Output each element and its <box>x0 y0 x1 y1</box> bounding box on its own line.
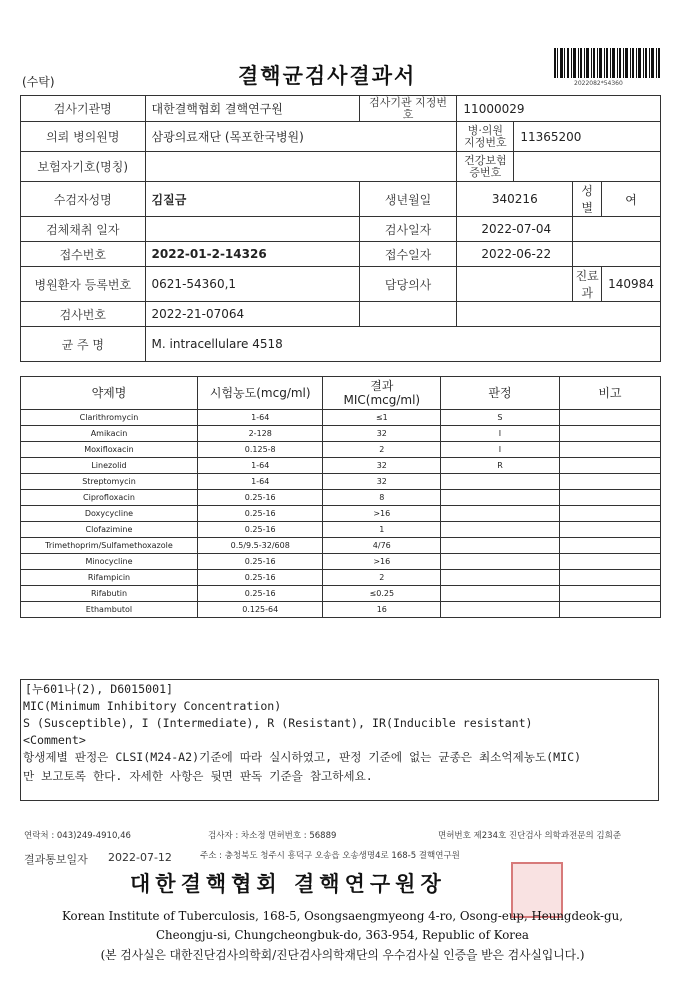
comment-code: [누601나(2), D6015001] <box>25 682 174 696</box>
table-row <box>21 522 661 538</box>
drug-susceptibility-table <box>20 376 661 618</box>
receipt-date-value: 2022-06-22 <box>457 242 573 267</box>
drug-name: Rifampicin <box>21 570 198 586</box>
test-concentration: 0.25-16 <box>197 586 323 602</box>
table-row <box>21 410 661 426</box>
judgement <box>441 522 560 538</box>
remarks <box>559 490 660 506</box>
mic-result: 32 <box>323 458 441 474</box>
address-kr: 주소 : 충청북도 청주시 흥덕구 오송읍 오송생명4로 168-5 결핵연구원 <box>200 851 460 861</box>
drug-name: Doxycycline <box>21 506 198 522</box>
remarks <box>559 522 660 538</box>
table-row <box>21 474 661 490</box>
table-row <box>21 442 661 458</box>
test-concentration: 1-64 <box>197 410 323 426</box>
birth-value: 340216 <box>457 182 573 217</box>
institute-name: 대한결핵협회 결핵연구원장 <box>130 872 446 896</box>
patient-value: 김질금 <box>145 182 359 217</box>
hosp-label: 의뢰 병의원명 <box>21 122 146 152</box>
header-judgement: 판정 <box>441 377 560 410</box>
drug-name: Ciprofloxacin <box>21 490 198 506</box>
collect-value <box>145 217 359 242</box>
address-en-2: Cheongju-si, Chungcheongbuk-do, 363-954, Republic of Korea <box>156 928 529 942</box>
document-title: 결핵균검사결과서 <box>238 64 417 88</box>
judgement <box>441 602 560 618</box>
drug-name: Clarithromycin <box>21 410 198 426</box>
birth-label: 생년월일 <box>359 182 457 217</box>
judgement <box>441 474 560 490</box>
mic-result: >16 <box>323 554 441 570</box>
test-concentration: 2-128 <box>197 426 323 442</box>
mic-result: 4/76 <box>323 538 441 554</box>
table-row <box>21 554 661 570</box>
empty-cell <box>457 302 661 327</box>
inst-value: 대한결핵협회 결핵연구원 <box>145 96 359 122</box>
judgement <box>441 538 560 554</box>
header-remarks: 비고 <box>559 377 660 410</box>
header-concentration: 시험농도(mcg/ml) <box>197 377 323 410</box>
test-concentration: 0.25-16 <box>197 490 323 506</box>
test-concentration: 0.125-8 <box>197 442 323 458</box>
reg-no-label: 병원환자 등록번호 <box>21 267 146 302</box>
mic-result: ≤0.25 <box>323 586 441 602</box>
judgement <box>441 586 560 602</box>
judgement <box>441 570 560 586</box>
table-row <box>21 602 661 618</box>
mic-result: 32 <box>323 426 441 442</box>
drug-name: Rifabutin <box>21 586 198 602</box>
drug-name: Ethambutol <box>21 602 198 618</box>
test-concentration: 0.25-16 <box>197 570 323 586</box>
drug-name: Linezolid <box>21 458 198 474</box>
doctor-label: 담당의사 <box>359 267 457 302</box>
comment-heading: <Comment> <box>23 733 86 747</box>
mic-result: 32 <box>323 474 441 490</box>
test-concentration: 0.25-16 <box>197 506 323 522</box>
sex-label: 성별 <box>573 182 602 217</box>
doctor-value <box>457 267 573 302</box>
test-concentration: 1-64 <box>197 474 323 490</box>
drug-name: Minocycline <box>21 554 198 570</box>
judgement: S <box>441 410 560 426</box>
reg-no-value: 0621-54360,1 <box>145 267 359 302</box>
patient-info-table <box>20 95 661 362</box>
judgement: I <box>441 442 560 458</box>
comment-text-2: 만 보고토록 한다. 자세한 사항은 뒷면 판독 기준을 참고하세요. <box>23 769 373 783</box>
remarks <box>559 410 660 426</box>
empty-cell <box>573 242 661 267</box>
examiner: 검사자 : 차소정 면허번호 : 56889 <box>208 831 337 841</box>
table-row <box>21 570 661 586</box>
patient-label: 수검자성명 <box>21 182 146 217</box>
header-drug: 약제명 <box>21 377 198 410</box>
remarks <box>559 538 660 554</box>
notify-label: 결과통보일자 <box>24 853 88 866</box>
test-date-value: 2022-07-04 <box>457 217 573 242</box>
remarks <box>559 506 660 522</box>
inst-label: 검사기관명 <box>21 96 146 122</box>
table-row <box>21 586 661 602</box>
table-row <box>21 506 661 522</box>
mic-result: 8 <box>323 490 441 506</box>
empty-cell <box>573 217 661 242</box>
remarks <box>559 474 660 490</box>
judgement <box>441 490 560 506</box>
mic-result: 16 <box>323 602 441 618</box>
remarks <box>559 570 660 586</box>
strain-value: M. intracellulare 4518 <box>145 327 660 362</box>
drug-name: Moxifloxacin <box>21 442 198 458</box>
judgement <box>441 554 560 570</box>
responsible-doctor: 면허번호 제234호 진단검사 의학과전문의 김희준 <box>438 831 622 841</box>
notify-date: 2022-07-12 <box>108 851 172 864</box>
comment-legend: S (Susceptible), I (Intermediate), R (Resistant), IR(Inducible resistant) <box>23 716 533 730</box>
remarks <box>559 426 660 442</box>
health-card-label: 건강보험 증번호 <box>457 152 514 182</box>
test-concentration: 0.25-16 <box>197 522 323 538</box>
comment-box <box>20 679 659 801</box>
mic-result: 2 <box>323 442 441 458</box>
test-date-label: 검사일자 <box>359 217 457 242</box>
receipt-date-label: 접수일자 <box>359 242 457 267</box>
test-no-value: 2022-21-07064 <box>145 302 359 327</box>
receipt-no-value: 2022-01-2-14326 <box>145 242 359 267</box>
mic-result: 1 <box>323 522 441 538</box>
barcode-icon <box>554 48 660 78</box>
dept-label: 진료과 <box>573 267 602 302</box>
test-concentration: 0.125-64 <box>197 602 323 618</box>
health-card-value <box>514 152 661 182</box>
judgement: R <box>441 458 560 474</box>
barcode-number: 2022082*54360 <box>574 80 623 87</box>
strain-label: 균 주 명 <box>21 327 146 362</box>
contact: 연락처 : 043)249-4910,46 <box>24 831 131 841</box>
table-row <box>21 490 661 506</box>
hosp-value: 삼광의료재단 (목포한국병원) <box>145 122 457 152</box>
hosp-no-label: 병·의원 지정번호 <box>457 122 514 152</box>
insured-label: 보험자기호(명칭) <box>21 152 146 182</box>
table-row <box>21 538 661 554</box>
mic-result: 2 <box>323 570 441 586</box>
drug-name: Clofazimine <box>21 522 198 538</box>
comment-text-1: 항생제별 판정은 CLSI(M24-A2)기준에 따라 실시하였고, 판정 기준에 없는 균종은 최소억제농도(MIC) <box>23 750 582 764</box>
judgement: I <box>441 426 560 442</box>
remarks <box>559 442 660 458</box>
test-concentration: 1-64 <box>197 458 323 474</box>
inst-no-value: 11000029 <box>457 96 661 122</box>
hosp-no-value: 11365200 <box>514 122 661 152</box>
mic-result: >16 <box>323 506 441 522</box>
dept-value: 140984 <box>602 267 661 302</box>
sex-value: 여 <box>602 182 661 217</box>
remarks <box>559 586 660 602</box>
inst-no-label: 검사기관 지정번호 <box>359 96 457 122</box>
collect-label: 검체채취 일자 <box>21 217 146 242</box>
empty-cell <box>359 302 457 327</box>
mic-result: ≤1 <box>323 410 441 426</box>
remarks <box>559 554 660 570</box>
header-mic: 결과 MIC(mcg/ml) <box>323 377 441 410</box>
remarks <box>559 458 660 474</box>
drug-name: Streptomycin <box>21 474 198 490</box>
table-row <box>21 426 661 442</box>
test-concentration: 0.5/9.5-32/608 <box>197 538 323 554</box>
certification: (본 검사실은 대한진단검사의학회/진단검사의학재단의 우수검사실 인증을 받은 검사실입니다.) <box>100 948 585 962</box>
address-en-1: Korean Institute of Tuberculosis, 168-5, Osongsaengmyeong 4-ro, Osong-eup, Heungdeok-gu, <box>62 909 623 923</box>
table-row <box>21 458 661 474</box>
remarks <box>559 602 660 618</box>
judgement <box>441 506 560 522</box>
insured-value <box>145 152 457 182</box>
receipt-no-label: 접수번호 <box>21 242 146 267</box>
document-tag: (수탁) <box>22 75 55 89</box>
comment-mic-def: MIC(Minimum Inhibitory Concentration) <box>23 699 282 713</box>
drug-name: Trimethoprim/Sulfamethoxazole <box>21 538 198 554</box>
drug-name: Amikacin <box>21 426 198 442</box>
test-concentration: 0.25-16 <box>197 554 323 570</box>
test-no-label: 검사번호 <box>21 302 146 327</box>
